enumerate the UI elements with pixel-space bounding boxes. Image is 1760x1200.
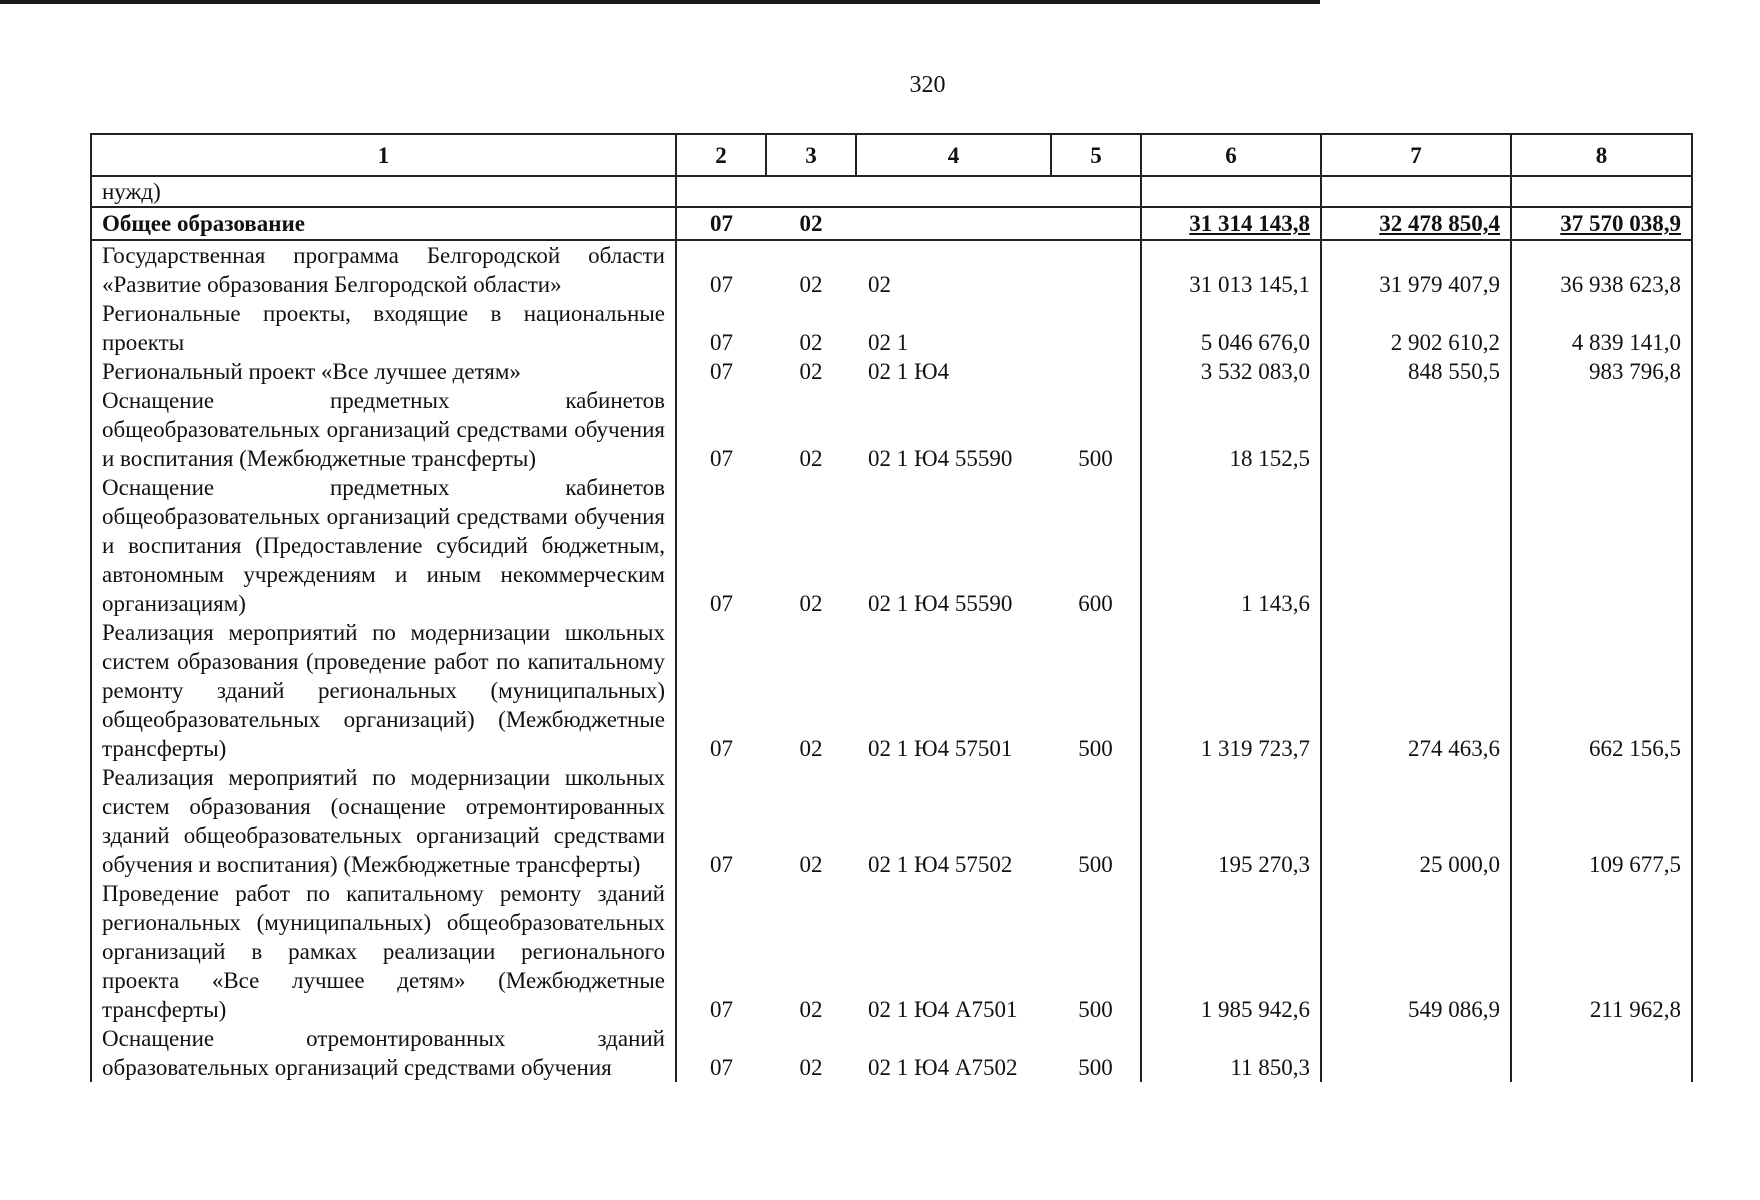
row-name: Оснащение предметных кабинетов общеобразовательных организаций средствами обучения и воспитания (Межбюджетные трансферты) bbox=[91, 386, 676, 473]
row-value-8: 662 156,5 bbox=[1511, 618, 1692, 763]
row-code-3: 02 bbox=[799, 359, 823, 384]
section-code-5 bbox=[1051, 207, 1141, 240]
row-name: Реализация мероприятий по модернизации школьных систем образования (оснащение отремонтированных зданий общеобразовательных организаций средствами обучения и воспитания) (Межбюджетные трансферты) bbox=[91, 763, 676, 879]
section-name: Общее образование bbox=[91, 207, 676, 240]
row-value-6: 11 850,3 bbox=[1141, 1024, 1321, 1082]
row-code-2: 07 bbox=[676, 240, 766, 299]
table-row bbox=[91, 473, 1692, 618]
row-name: Региональные проекты, входящие в национальные проекты bbox=[91, 299, 676, 357]
row-value-6: 195 270,3 bbox=[1141, 763, 1321, 879]
row-code-5: 500 bbox=[1051, 879, 1141, 1024]
row-value-7: 848 550,5 bbox=[1321, 357, 1511, 386]
row-value-6: 31 013 145,1 bbox=[1141, 240, 1321, 299]
row-code-5: 500 bbox=[1051, 1024, 1141, 1082]
row-code-4: 02 1 Ю4 55590 bbox=[868, 446, 1013, 471]
table-row bbox=[91, 763, 1692, 879]
row-code-4: 02 1 bbox=[868, 330, 909, 355]
table-row bbox=[91, 299, 1692, 357]
row-code-5 bbox=[1051, 357, 1141, 386]
row-code-3: 02 bbox=[799, 997, 823, 1022]
row-code-2: 07 bbox=[676, 299, 766, 357]
continuation-name: нужд) bbox=[91, 176, 676, 207]
section-code-2: 07 bbox=[676, 207, 766, 240]
row-name: Государственная программа Белгородской области «Развитие образования Белгородской области» bbox=[91, 240, 676, 299]
row-value-7: 2 902 610,2 bbox=[1321, 299, 1511, 357]
row-code-4: 02 bbox=[868, 272, 891, 297]
section-code-4 bbox=[856, 207, 1051, 240]
row-value-8: 983 796,8 bbox=[1511, 357, 1692, 386]
table-row bbox=[91, 240, 1692, 299]
row-value-8: 4 839 141,0 bbox=[1511, 299, 1692, 357]
header-row bbox=[91, 134, 1692, 176]
row-code-2: 07 bbox=[676, 879, 766, 1024]
row-code-4: 02 1 Ю4 А7502 bbox=[868, 1055, 1018, 1080]
table-row bbox=[91, 386, 1692, 473]
row-code-3: 02 bbox=[799, 852, 823, 877]
row-value-8 bbox=[1511, 473, 1692, 618]
row-value-8: 211 962,8 bbox=[1511, 879, 1692, 1024]
row-code-5 bbox=[1051, 299, 1141, 357]
row-code-5 bbox=[1051, 240, 1141, 299]
row-code-2: 07 bbox=[676, 357, 766, 386]
row-value-7: 31 979 407,9 bbox=[1321, 240, 1511, 299]
row-code-3: 02 bbox=[799, 272, 823, 297]
section-value-8-text: 37 570 038,9 bbox=[1560, 211, 1681, 236]
row-code-5: 600 bbox=[1051, 473, 1141, 618]
section-value-8 bbox=[1511, 207, 1692, 240]
row-code-5: 500 bbox=[1051, 386, 1141, 473]
row-name: Проведение работ по капитальному ремонту зданий региональных (муниципальных) общеобразовательных организаций в рамках реализации регионального проекта «Все лучшее детям» (Межбюджетные трансферты) bbox=[91, 879, 676, 1024]
row-code-4: 02 1 Ю4 57502 bbox=[868, 852, 1013, 877]
table-row bbox=[91, 879, 1692, 1024]
header-col-4: 4 bbox=[856, 134, 1051, 176]
header-col-1: 1 bbox=[91, 134, 676, 176]
header-col-5: 5 bbox=[1051, 134, 1141, 176]
row-code-2: 07 bbox=[676, 473, 766, 618]
row-value-6: 1 143,6 bbox=[1141, 473, 1321, 618]
row-code-5: 500 bbox=[1051, 618, 1141, 763]
row-value-7 bbox=[1321, 473, 1511, 618]
row-value-7 bbox=[1321, 1024, 1511, 1082]
table-row bbox=[91, 618, 1692, 763]
top-rule bbox=[0, 0, 1320, 4]
row-name: Региональный проект «Все лучшее детям» bbox=[91, 357, 676, 386]
row-value-7: 549 086,9 bbox=[1321, 879, 1511, 1024]
section-code-3: 02 bbox=[766, 207, 856, 240]
row-value-8: 109 677,5 bbox=[1511, 763, 1692, 879]
row-value-7 bbox=[1321, 386, 1511, 473]
row-code-3: 02 bbox=[799, 1055, 823, 1080]
continuation-row bbox=[91, 176, 1692, 207]
row-value-6: 18 152,5 bbox=[1141, 386, 1321, 473]
row-code-3: 02 bbox=[799, 736, 823, 761]
row-name: Реализация мероприятий по модернизации школьных систем образования (проведение работ по капитальному ремонту зданий региональных (муниципальных) общеобразовательных организаций) (Межбюджетные трансферты) bbox=[91, 618, 676, 763]
section-value-6-text: 31 314 143,8 bbox=[1189, 211, 1310, 236]
continuation-blank-6 bbox=[1141, 176, 1321, 207]
continuation-blank-7 bbox=[1321, 176, 1511, 207]
budget-table bbox=[90, 133, 1693, 1082]
row-code-2: 07 bbox=[676, 618, 766, 763]
row-code-4: 02 1 Ю4 bbox=[868, 359, 950, 384]
row-code-3: 02 bbox=[799, 330, 823, 355]
row-value-8 bbox=[1511, 1024, 1692, 1082]
header-col-8: 8 bbox=[1511, 134, 1692, 176]
row-value-6: 3 532 083,0 bbox=[1141, 357, 1321, 386]
table-row bbox=[91, 1024, 1692, 1082]
row-value-6: 5 046 676,0 bbox=[1141, 299, 1321, 357]
row-value-7: 274 463,6 bbox=[1321, 618, 1511, 763]
section-row bbox=[91, 207, 1692, 240]
page-number: 320 bbox=[909, 72, 946, 98]
row-value-8: 36 938 623,8 bbox=[1511, 240, 1692, 299]
section-value-6 bbox=[1141, 207, 1321, 240]
row-value-8 bbox=[1511, 386, 1692, 473]
header-col-2: 2 bbox=[676, 134, 766, 176]
row-value-7: 25 000,0 bbox=[1321, 763, 1511, 879]
row-code-3: 02 bbox=[799, 446, 823, 471]
section-value-7-text: 32 478 850,4 bbox=[1379, 211, 1500, 236]
row-name: Оснащение отремонтированных зданий образовательных организаций средствами обучения bbox=[91, 1024, 676, 1082]
row-code-5: 500 bbox=[1051, 763, 1141, 879]
table-row bbox=[91, 357, 1692, 386]
row-code-2: 07 bbox=[676, 386, 766, 473]
continuation-blank-codes bbox=[676, 176, 1141, 207]
table-body bbox=[91, 134, 1692, 1082]
header-col-7: 7 bbox=[1321, 134, 1511, 176]
row-code-4: 02 1 Ю4 57501 bbox=[868, 736, 1013, 761]
header-col-3: 3 bbox=[766, 134, 856, 176]
section-value-7 bbox=[1321, 207, 1511, 240]
row-value-6: 1 985 942,6 bbox=[1141, 879, 1321, 1024]
row-code-2: 07 bbox=[676, 1024, 766, 1082]
row-name: Оснащение предметных кабинетов общеобразовательных организаций средствами обучения и воспитания (Предоставление субсидий бюджетным, автономным учреждениям и иным некоммерческим организациям) bbox=[91, 473, 676, 618]
header-col-6: 6 bbox=[1141, 134, 1321, 176]
row-code-3: 02 bbox=[799, 591, 823, 616]
row-code-4: 02 1 Ю4 А7501 bbox=[868, 997, 1018, 1022]
row-code-2: 07 bbox=[676, 763, 766, 879]
row-value-6: 1 319 723,7 bbox=[1141, 618, 1321, 763]
row-code-4: 02 1 Ю4 55590 bbox=[868, 591, 1013, 616]
continuation-blank-8 bbox=[1511, 176, 1692, 207]
